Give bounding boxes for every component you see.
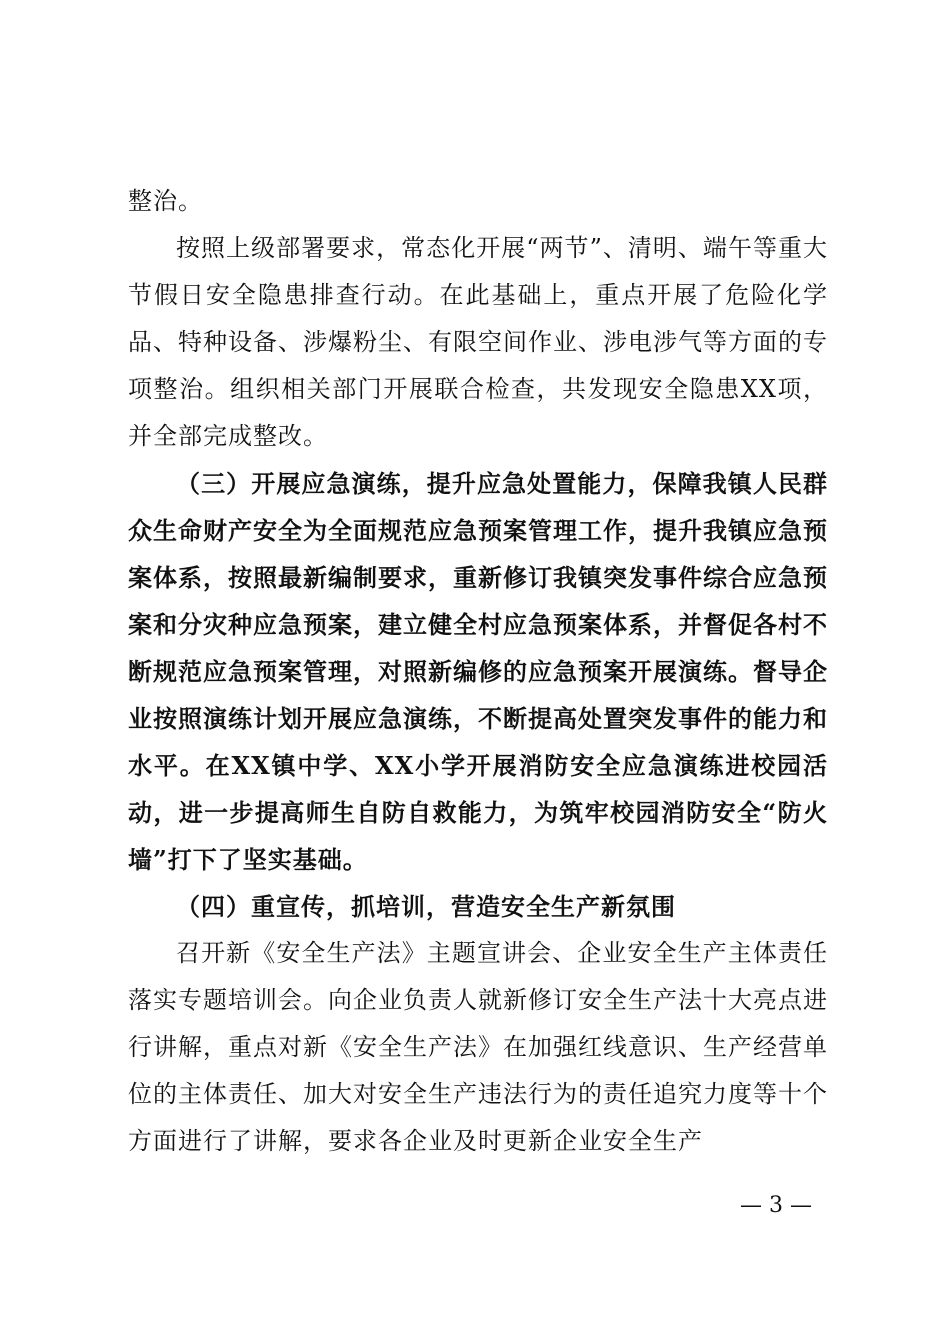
paragraph-hazard-inspection: 按照上级部署要求，常态化开展“两节”、清明、端午等重大节假日安全隐患排查行动。在此基础上，重点开展了危险化学品、特种设备、涉爆粉尘、有限空间作业、涉电涉气等方面的专项整治。组织相关部门开展联合检查，共发现安全隐患XX项，并全部完成整改。	[128, 234, 828, 450]
body-text	[128, 178, 828, 1165]
section-heading-emergency-drills: （三）开展应急演练，提升应急处置能力，保障我镇人民群众生命财产安全为全面规范应急预案管理工作，提升我镇应急预案体系，按照最新编制要求，重新修订我镇突发事件综合应急预案和分灾种应急预案，建立健全村应急预案体系，并督促各村不断规范应急预案管理，对照新编修的应急预案开展演练。督导企业按照演练计划开展应急演练，不断提高处置突发事件的能力和水平。在XX镇中学、XX小学开展消防安全应急演练进校园活动，进一步提高师生自防自救能力，为筑牢校园消防安全“防火墙”打下了坚实基础。	[128, 469, 828, 874]
page-number: — 3 —	[740, 1193, 812, 1218]
paragraph-continuation: 整治。	[128, 187, 203, 215]
paragraph-safety-law-training: 召开新《安全生产法》主题宣讲会、企业安全生产主体责任落实专题培训会。向企业负责人就新修订安全生产法十大亮点进行讲解，重点对新《安全生产法》在加强红线意识、生产经营单位的主体责任、加大对安全生产违法行为的责任追究力度等十个方面进行了讲解，要求各企业及时更新企业安全生产	[128, 939, 828, 1155]
section-heading-publicity-training: （四）重宣传，抓培训，营造安全生产新氛围	[176, 892, 676, 921]
